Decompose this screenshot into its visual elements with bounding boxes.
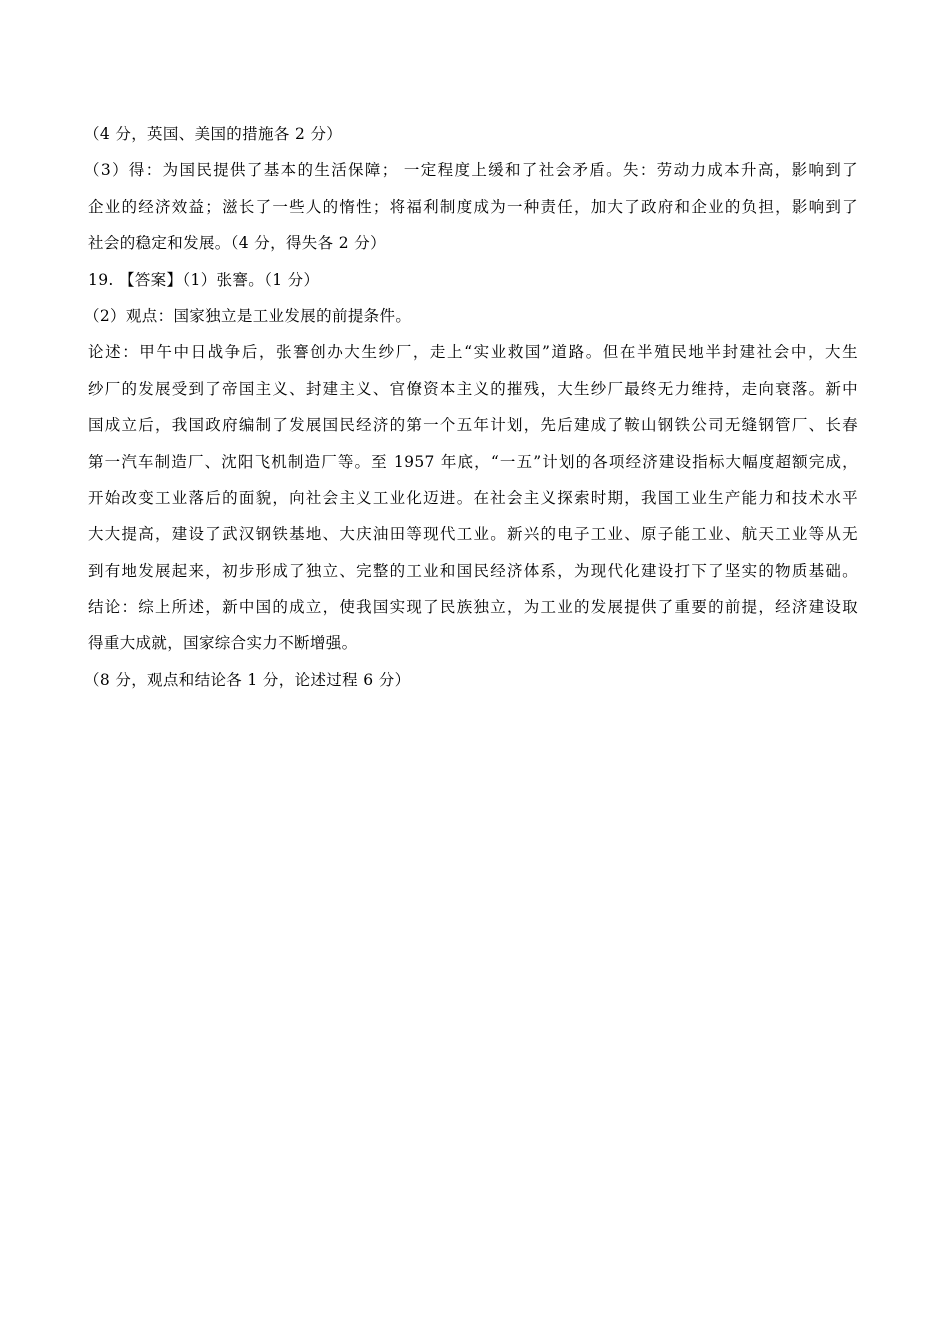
- text-line: 论述：甲午中日战争后，张謇创办大生纱厂，走上“实业救国”道路。但在半殖民地半封建社会中，大生: [88, 343, 858, 362]
- score-note-line: （8 分，观点和结论各 1 分，论述过程 6 分）: [84, 670, 411, 689]
- text-line: 国成立后，我国政府编制了发展国民经济的第一个五年计划，先后建成了鞍山钢铁公司无缝钢管厂、长春: [88, 416, 858, 435]
- text-line: 得重大成就，国家综合实力不断增强。: [88, 634, 358, 653]
- text-line: 结论：综上所述，新中国的成立，使我国实现了民族独立，为工业的发展提供了重要的前提，经济建设取: [88, 598, 858, 617]
- text-line: 第一汽车制造厂、沈阳飞机制造厂等。至 1957 年底，“一五”计划的各项经济建设指标大幅度超额完成，: [88, 452, 858, 471]
- score-note-line: （4 分，英国、美国的措施各 2 分）: [84, 125, 343, 143]
- text-line: 企业的经济效益；滋长了一些人的惰性；将福利制度成为一种责任，加大了政府和企业的负担，影响到了: [88, 197, 858, 216]
- answer-text-block: [84, 116, 858, 698]
- text-line: 大大提高，建设了武汉钢铁基地、大庆油田等现代工业。新兴的电子工业、原子能工业、航天工业等从无: [88, 525, 858, 544]
- text-line: （3）得：为国民提供了基本的生活保障； 一定程度上缓和了社会矛盾。失：劳动力成本升高，影响到了: [84, 161, 858, 180]
- text-line: 开始改变工业落后的面貌，向社会主义工业化迈进。在社会主义探索时期，我国工业生产能力和技术水平: [88, 488, 858, 507]
- viewpoint-line: （2）观点：国家独立是工业发展的前提条件。: [84, 306, 412, 325]
- text-line: 社会的稳定和发展。（4 分，得失各 2 分）: [88, 234, 386, 253]
- text-line: 纱厂的发展受到了帝国主义、封建主义、官僚资本主义的摧残，大生纱厂最终无力维持，走向衰落。新中: [88, 379, 858, 398]
- text-line: 到有地发展起来，初步形成了独立、完整的工业和国民经济体系，为现代化建设打下了坚实的物质基础。: [88, 561, 858, 580]
- question-answer-heading: 19. 【答案】（1）张謇。（1 分）: [88, 270, 320, 289]
